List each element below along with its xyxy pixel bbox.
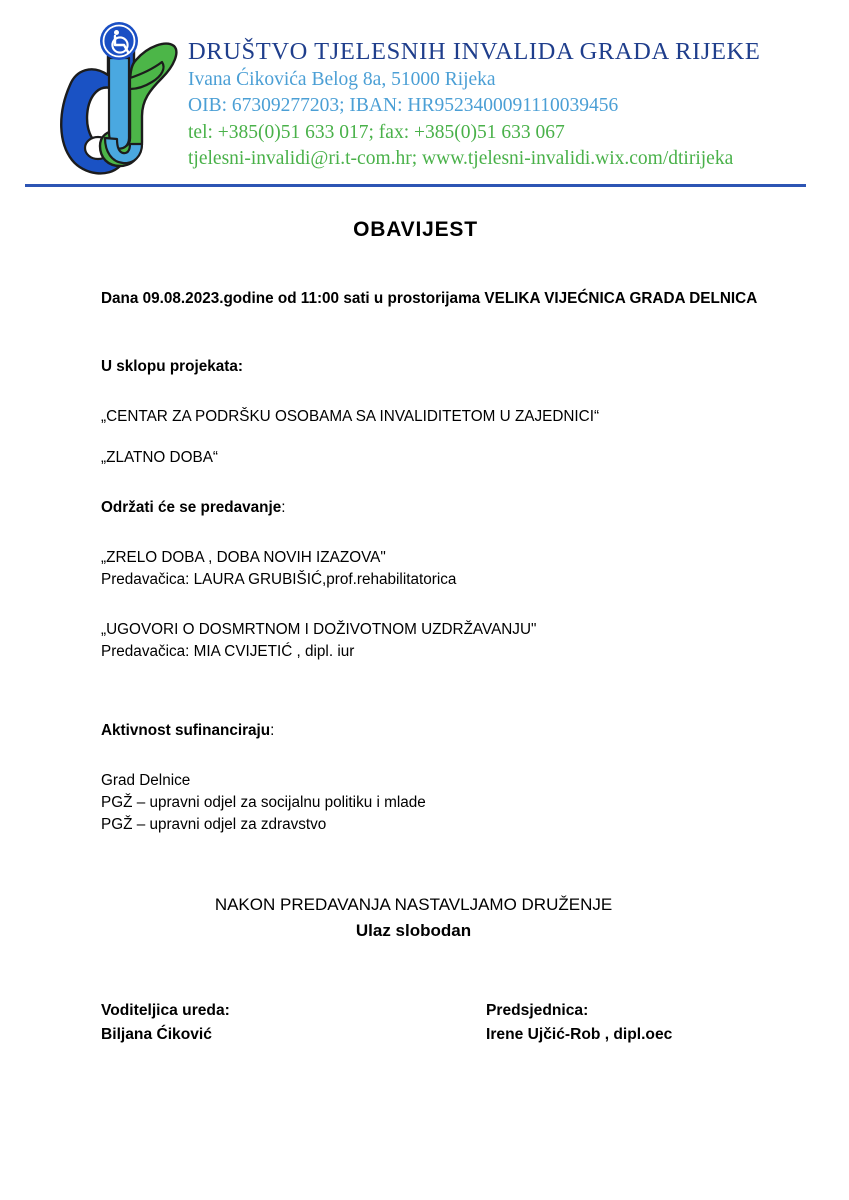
funding-heading-text: Aktivnost sufinanciraju: [101, 721, 271, 739]
org-details: [188, 38, 828, 173]
header-divider: [25, 184, 806, 187]
signature-left-name: Biljana Ćiković: [101, 1026, 212, 1044]
project-item: „CENTAR ZA PODRŠKU OSOBAMA SA INVALIDITETOM U ZAJEDNICI“: [101, 408, 600, 426]
lecture-presenter: Predavačica: MIA CVIJETIĆ , dipl. iur: [101, 643, 355, 661]
letterhead: [0, 0, 849, 196]
project-heading: U sklopu projekata:: [101, 358, 243, 376]
signature-roles-row: [0, 999, 849, 1023]
wheelchair-accessibility-icon: [100, 22, 138, 60]
document-body: [0, 196, 849, 1048]
funder-item: PGŽ – upravni odjel za socijalnu politiku i mlade: [101, 793, 426, 811]
project-item: „ZLATNO DOBA“: [101, 448, 218, 466]
closing-block: [0, 892, 849, 943]
signature-right-name: Irene Ujčić-Rob , dipl.oec: [486, 1026, 673, 1044]
lecture-title: „ZRELO DOBA , DOBA NOVIH IZAZOVA": [101, 548, 386, 566]
org-phone-fax: tel: +385(0)51 633 017; fax: +385(0)51 633 067: [188, 121, 565, 143]
funding-heading-colon: :: [270, 721, 275, 739]
signature-names-row: [0, 1023, 849, 1047]
closing-line-primary: NAKON PREDAVANJA NASTAVLJAMO DRUŽENJE: [214, 895, 613, 915]
lecture-title: „UGOVORI O DOSMRTNOM I DOŽIVOTNOM UZDRŽAVANJU": [101, 621, 537, 639]
signature-right-role: Predsjednica:: [486, 1002, 589, 1020]
intro-paragraph: Dana 09.08.2023.godine od 11:00 sati u prostorijama VELIKA VIJEĆNICA GRADA DELNICA: [101, 290, 758, 307]
closing-line-secondary: Ulaz slobodan: [355, 920, 472, 940]
lecture-presenter: Predavačica: LAURA GRUBIŠIĆ,prof.rehabilitatorica: [101, 571, 457, 589]
page-title: OBAVIJEST: [353, 218, 478, 241]
org-name: DRUŠTVO TJELESNIH INVALIDA GRADA RIJEKE: [188, 38, 761, 65]
funder-item: PGŽ – upravni odjel za zdravstvo: [101, 816, 327, 834]
org-email-web: tjelesni-invalidi@ri.t-com.hr; www.tjelesni-invalidi.wix.com/dtirijeka: [188, 148, 734, 170]
lecture-heading-text: Održati će se predavanje: [101, 498, 282, 516]
dti-logo: [50, 20, 180, 178]
org-address: Ivana Ćikovića Belog 8a, 51000 Rijeka: [188, 68, 496, 90]
funding-heading: [0, 720, 849, 742]
funder-item: Grad Delnice: [101, 771, 191, 789]
signature-left-role: Voditeljica ureda:: [101, 1002, 230, 1020]
lecture-heading-colon: :: [281, 498, 286, 516]
org-tax-ids: OIB: 67309277203; IBAN: HR9523400091110039456: [188, 95, 619, 117]
lecture-heading: [0, 497, 849, 519]
